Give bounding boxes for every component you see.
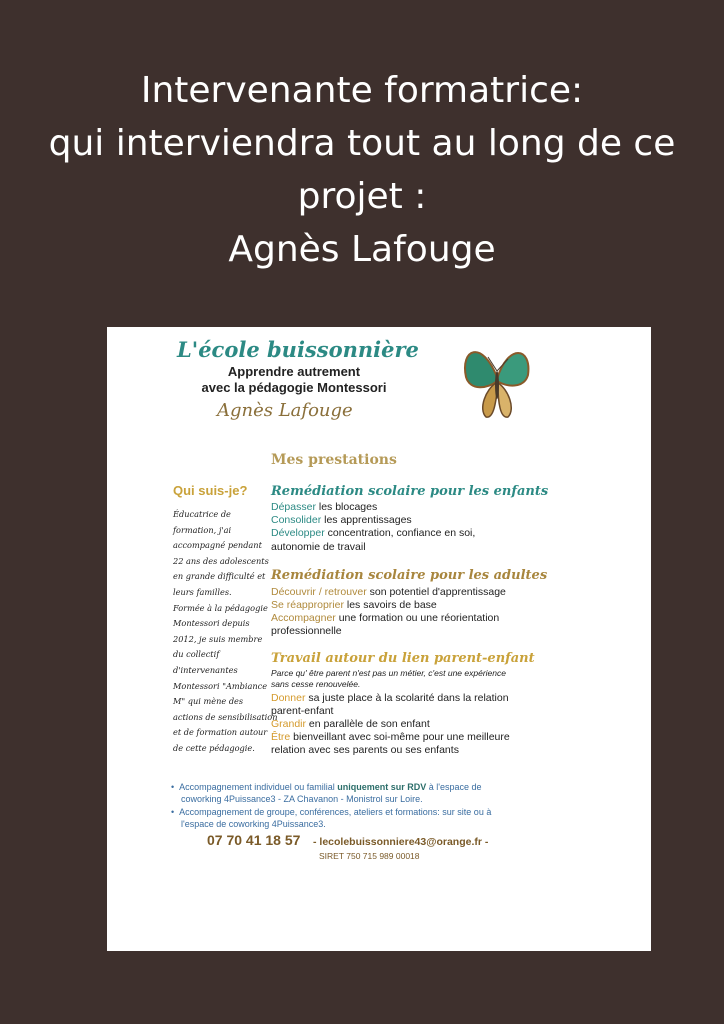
section3-item xyxy=(271,731,510,743)
section1-item xyxy=(271,527,475,539)
bullet-2: • Accompagnement de groupe, conférences, ateliers et formations: sur site ou à xyxy=(171,807,492,817)
bullet-text: Accompagnement de groupe, conférences, ateliers et formations: sur site ou à xyxy=(179,807,492,817)
siret-number: SIRET 750 715 989 00018 xyxy=(319,851,420,861)
tagline-2: avec la pédagogie Montessori xyxy=(201,380,387,395)
section1-item xyxy=(271,514,412,526)
bullet-emphasis: uniquement sur RDV xyxy=(337,782,427,792)
item-text: concentration, confiance en soi, xyxy=(324,527,476,539)
heading-line-3: projet : xyxy=(297,176,427,217)
item-key: Dépasser xyxy=(271,501,316,513)
signature: Agnès Lafouge xyxy=(217,400,353,421)
item-text: son potentiel d'apprentissage xyxy=(366,586,506,598)
bio-line: M" qui mène des xyxy=(173,696,244,707)
item-text: en parallèle de son enfant xyxy=(306,718,430,730)
bio-line: leurs familles. xyxy=(173,586,232,597)
item-text: parent-enfant xyxy=(271,705,334,717)
section-title-parent-enfant: Travail autour du lien parent-enfant xyxy=(271,651,535,666)
bullet-2-line-2: l'espace de coworking 4Puissance3. xyxy=(181,819,326,829)
flyer-image xyxy=(107,327,651,951)
butterfly-icon xyxy=(452,329,542,429)
brand-title: L'école buissonnière xyxy=(177,337,419,362)
heading-line-1: Intervenante formatrice: xyxy=(140,70,584,111)
item-key: Accompagner xyxy=(271,612,336,624)
bio-line: formation, j'ai xyxy=(173,524,232,535)
email-address: - lecolebuissonniere43@orange.fr - xyxy=(313,836,489,848)
bio-line: Montessori "Ambiance xyxy=(173,680,268,691)
bio-line: et de formation autour xyxy=(173,727,268,738)
section3-item xyxy=(271,692,509,704)
page-heading xyxy=(0,64,724,276)
section2-item xyxy=(271,612,499,624)
bio-line: du collectif xyxy=(173,649,220,660)
section2-continuation: professionnelle xyxy=(271,625,342,637)
bio-line: de cette pédagogie. xyxy=(173,742,255,753)
bio-line: Formée à la pédagogie xyxy=(173,602,268,613)
section3-item xyxy=(271,705,333,717)
bio-text xyxy=(173,507,278,757)
item-text: sa juste place à la scolarité dans la relation xyxy=(305,692,509,704)
section3-item xyxy=(271,744,459,756)
qui-suis-je-title: Qui suis-je? xyxy=(173,483,248,498)
section3-item xyxy=(271,718,430,730)
bio-line: d'intervenantes xyxy=(173,664,238,675)
heading-line-4: Agnès Lafouge xyxy=(228,229,496,270)
item-key: Donner xyxy=(271,692,306,704)
section2-item xyxy=(271,586,506,598)
item-key: Grandir xyxy=(271,718,307,730)
item-text: relation avec ses parents ou ses enfants xyxy=(271,744,459,756)
bullet-1: • Accompagnement individuel ou familial uniquement sur RDV à l'espace de xyxy=(171,782,482,792)
bullet-text: Accompagnement individuel ou familial xyxy=(179,782,338,792)
bullet-1-line-2: coworking 4Puissance3 - ZA Chavanon - Monistrol sur Loire. xyxy=(181,794,423,804)
item-key: Être xyxy=(271,731,291,743)
bio-line: accompagné pendant xyxy=(173,540,262,551)
section2-item xyxy=(271,599,437,611)
section3-intro: Parce qu' être parent n'est pas un métier, c'est une expérience xyxy=(271,668,506,678)
item-key: Se réapproprier xyxy=(271,599,344,611)
bio-line: 22 ans des adolescents xyxy=(173,555,269,566)
item-text: les apprentissages xyxy=(321,514,412,526)
tagline-1: Apprendre autrement xyxy=(227,364,361,379)
item-key: Découvrir / retrouver xyxy=(271,586,367,598)
section1-continuation: autonomie de travail xyxy=(271,541,366,553)
item-text: une formation ou une réorientation xyxy=(335,612,500,624)
section1-item xyxy=(271,501,377,513)
bio-line: actions de sensibilisation xyxy=(173,711,278,722)
item-text: les savoirs de base xyxy=(343,599,437,611)
section-title-adultes: Remédiation scolaire pour les adultes xyxy=(271,568,548,583)
section-title-enfants: Remédiation scolaire pour les enfants xyxy=(271,484,549,499)
item-key: Développer xyxy=(271,527,325,539)
bio-line: en grande difficulté et xyxy=(173,571,266,582)
bio-line: 2012, je suis membre xyxy=(173,633,263,644)
item-text: bienveillant avec soi-même pour une meilleure xyxy=(290,731,510,743)
item-text: les blocages xyxy=(315,501,378,513)
phone-number: 07 70 41 18 57 xyxy=(207,832,301,848)
bullet-text: à l'espace de xyxy=(426,782,482,792)
prestations-title: Mes prestations xyxy=(271,452,397,468)
section3-intro: sans cesse renouvelée. xyxy=(271,679,361,689)
item-key: Consolider xyxy=(271,514,322,526)
bio-line: Éducatrice de xyxy=(173,509,231,519)
bio-line: Montessori depuis xyxy=(173,618,250,629)
heading-line-2: qui interviendra tout au long de ce xyxy=(48,123,676,164)
